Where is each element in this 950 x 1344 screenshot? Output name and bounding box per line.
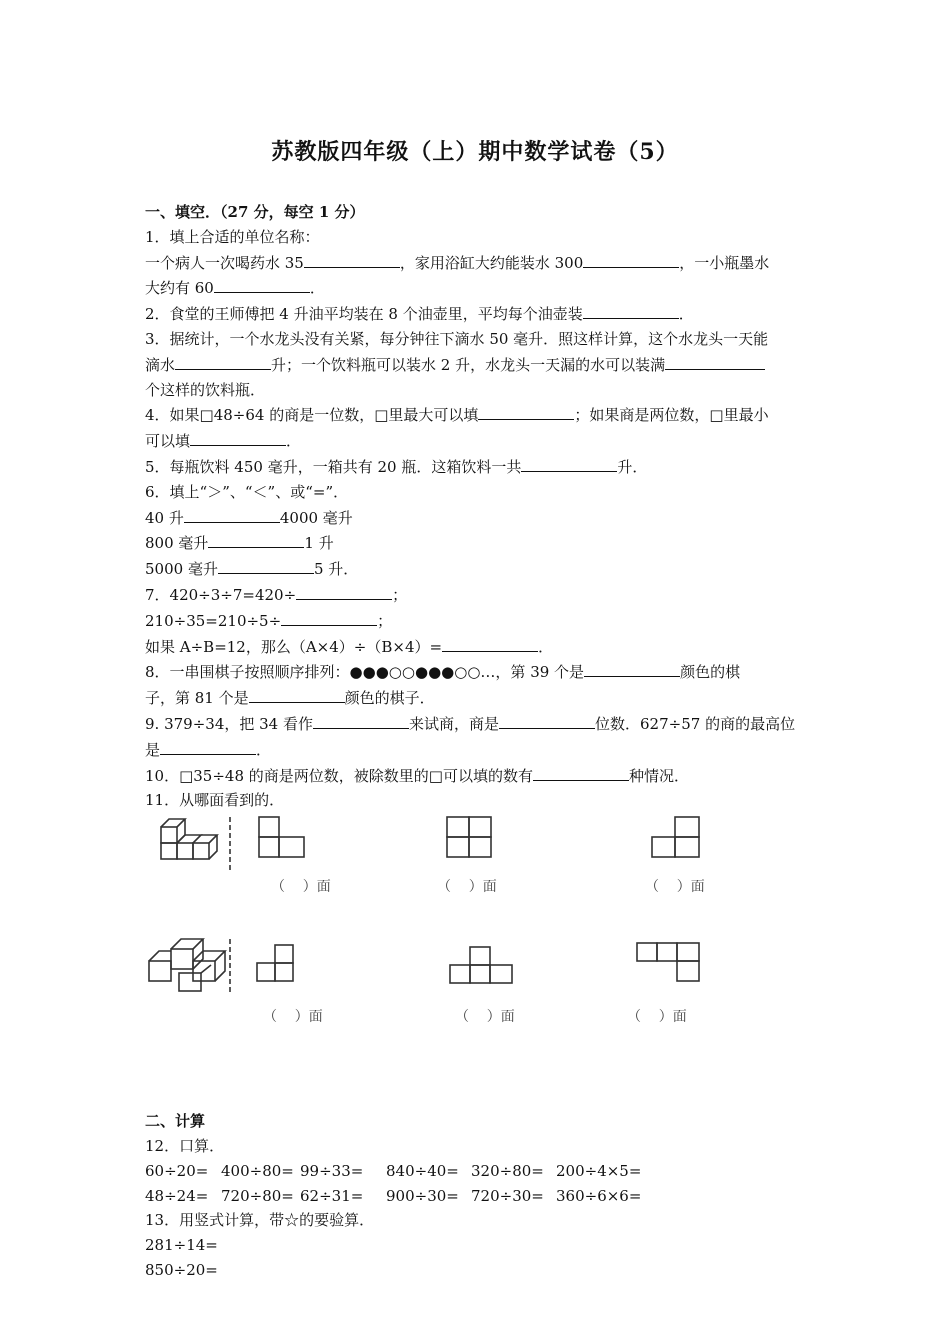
q5: 5．每瓶饮料 450 毫升，一箱共有 20 瓶．这箱饮料一共 升． xyxy=(145,454,810,480)
view-b2-icon xyxy=(450,947,512,983)
view-a2-label: （ ）面 xyxy=(437,879,497,896)
answer-blank[interactable] xyxy=(478,402,574,420)
q3-line1: 3．据统计，一个水龙头没有关紧，每分钟往下滴水 50 毫升．照这样计算，这个水龙头一天能 xyxy=(145,329,769,348)
q2: 2．食堂的王师傅把 4 升油平均装在 8 个油壶里，平均每个油壶装 ． xyxy=(145,301,810,327)
q6-row2: 800 毫升 1 升 xyxy=(145,530,810,556)
view-a3-icon xyxy=(652,817,699,857)
answer-blank[interactable] xyxy=(281,608,377,626)
answer-blank[interactable] xyxy=(442,634,538,652)
answer-blank[interactable] xyxy=(665,352,765,370)
answer-blank[interactable] xyxy=(533,763,629,781)
q13-item-1: 281÷14= xyxy=(145,1236,218,1255)
cube-stack-2-icon xyxy=(149,939,225,991)
view-figures xyxy=(145,813,810,1075)
answer-blank[interactable] xyxy=(296,582,392,600)
q4-line1: 4．如果□48÷64 的商是一位数，□里最大可以填 ；如果商是两位数，□里最小 xyxy=(145,402,810,428)
q13-stem: 13．用竖式计算，带☆的要验算． xyxy=(145,1211,375,1230)
q6-row3: 5000 毫升 5 升． xyxy=(145,556,810,582)
view-b1-label: （ ）面 xyxy=(263,1009,323,1026)
q7-row3: 如果 A÷B=12，那么（A×4）÷（B×4）= ． xyxy=(145,634,810,660)
answer-blank[interactable] xyxy=(190,428,286,446)
q12-row2: 48÷24= 720÷80= 62÷31= 900÷30= 720÷30= 360÷6×6= xyxy=(145,1186,642,1205)
answer-blank[interactable] xyxy=(249,685,345,703)
q6-row1: 40 升 4000 毫升 xyxy=(145,505,810,531)
q7-row2: 210÷35=210÷5÷ ； xyxy=(145,608,810,634)
exam-content xyxy=(145,200,810,1283)
view-b2-label: （ ）面 xyxy=(455,1009,515,1026)
view-figures-drawing xyxy=(145,813,810,1075)
q9-line2: 是 ． xyxy=(145,737,810,763)
q8-line1: 8．一串围棋子按照顺序排列：●●●○○●●●○○…，第 39 个是 颜色的棋 xyxy=(145,659,810,685)
answer-blank[interactable] xyxy=(521,454,617,472)
view-a2-icon xyxy=(447,817,491,857)
q13-item-2: 850÷20= xyxy=(145,1260,218,1279)
section-2-heading: 二、计算 xyxy=(145,1112,206,1131)
q12-stem: 12．口算． xyxy=(145,1136,225,1155)
answer-blank[interactable] xyxy=(583,301,679,319)
q3-line2: 滴水 升；一个饮料瓶可以装水 2 升，水龙头一天漏的水可以装满 xyxy=(145,352,810,378)
answer-blank[interactable] xyxy=(583,250,679,268)
q8-line2: 子，第 81 个是 颜色的棋子． xyxy=(145,685,810,711)
view-a3-label: （ ）面 xyxy=(645,879,705,896)
q11-stem: 11．从哪面看到的． xyxy=(145,791,285,810)
answer-blank[interactable] xyxy=(160,737,256,755)
answer-blank[interactable] xyxy=(499,711,595,729)
answer-blank[interactable] xyxy=(214,275,310,293)
q10: 10．□35÷48 的商是两位数，被除数里的□可以填的数有 种情况． xyxy=(145,763,810,789)
page-title: 苏教版四年级（上）期中数学试卷（5） xyxy=(271,139,679,165)
q1-stem: 1．填上合适的单位名称： xyxy=(145,227,320,246)
view-a1-label: （ ）面 xyxy=(271,879,331,896)
view-a1-icon xyxy=(259,817,304,857)
view-b1-icon xyxy=(257,945,293,981)
section-1-heading: 一、填空．（27 分，每空 1 分） xyxy=(145,203,365,221)
cube-stack-1-icon xyxy=(161,819,217,859)
view-b3-icon xyxy=(637,943,699,981)
q6-stem: 6．填上“＞”、“＜”、或“=”． xyxy=(145,482,349,501)
q9-line1: 9. 379÷34，把 34 看作 来试商，商是 位数．627÷57 的商的最高位 xyxy=(145,711,810,737)
view-b3-label: （ ）面 xyxy=(627,1009,687,1026)
answer-blank[interactable] xyxy=(584,659,680,677)
q7-row1: 7．420÷3÷7=420÷ ； xyxy=(145,582,810,608)
q12-row1: 60÷20= 400÷80= 99÷33= 840÷40= 320÷80= 200÷4×5= xyxy=(145,1161,642,1180)
answer-blank[interactable] xyxy=(208,530,304,548)
q1-line1: 一个病人一次喝药水 35 ，家用浴缸大约能装水 300 ，一小瓶墨水 xyxy=(145,250,810,276)
answer-blank[interactable] xyxy=(184,505,280,523)
q1-line2: 大约有 60 ． xyxy=(145,275,810,301)
answer-blank[interactable] xyxy=(304,250,400,268)
answer-blank[interactable] xyxy=(175,352,271,370)
q4-line2: 可以填 ． xyxy=(145,428,810,454)
answer-blank[interactable] xyxy=(313,711,409,729)
answer-blank[interactable] xyxy=(218,556,314,574)
q3-line3: 个这样的饮料瓶． xyxy=(145,380,266,399)
